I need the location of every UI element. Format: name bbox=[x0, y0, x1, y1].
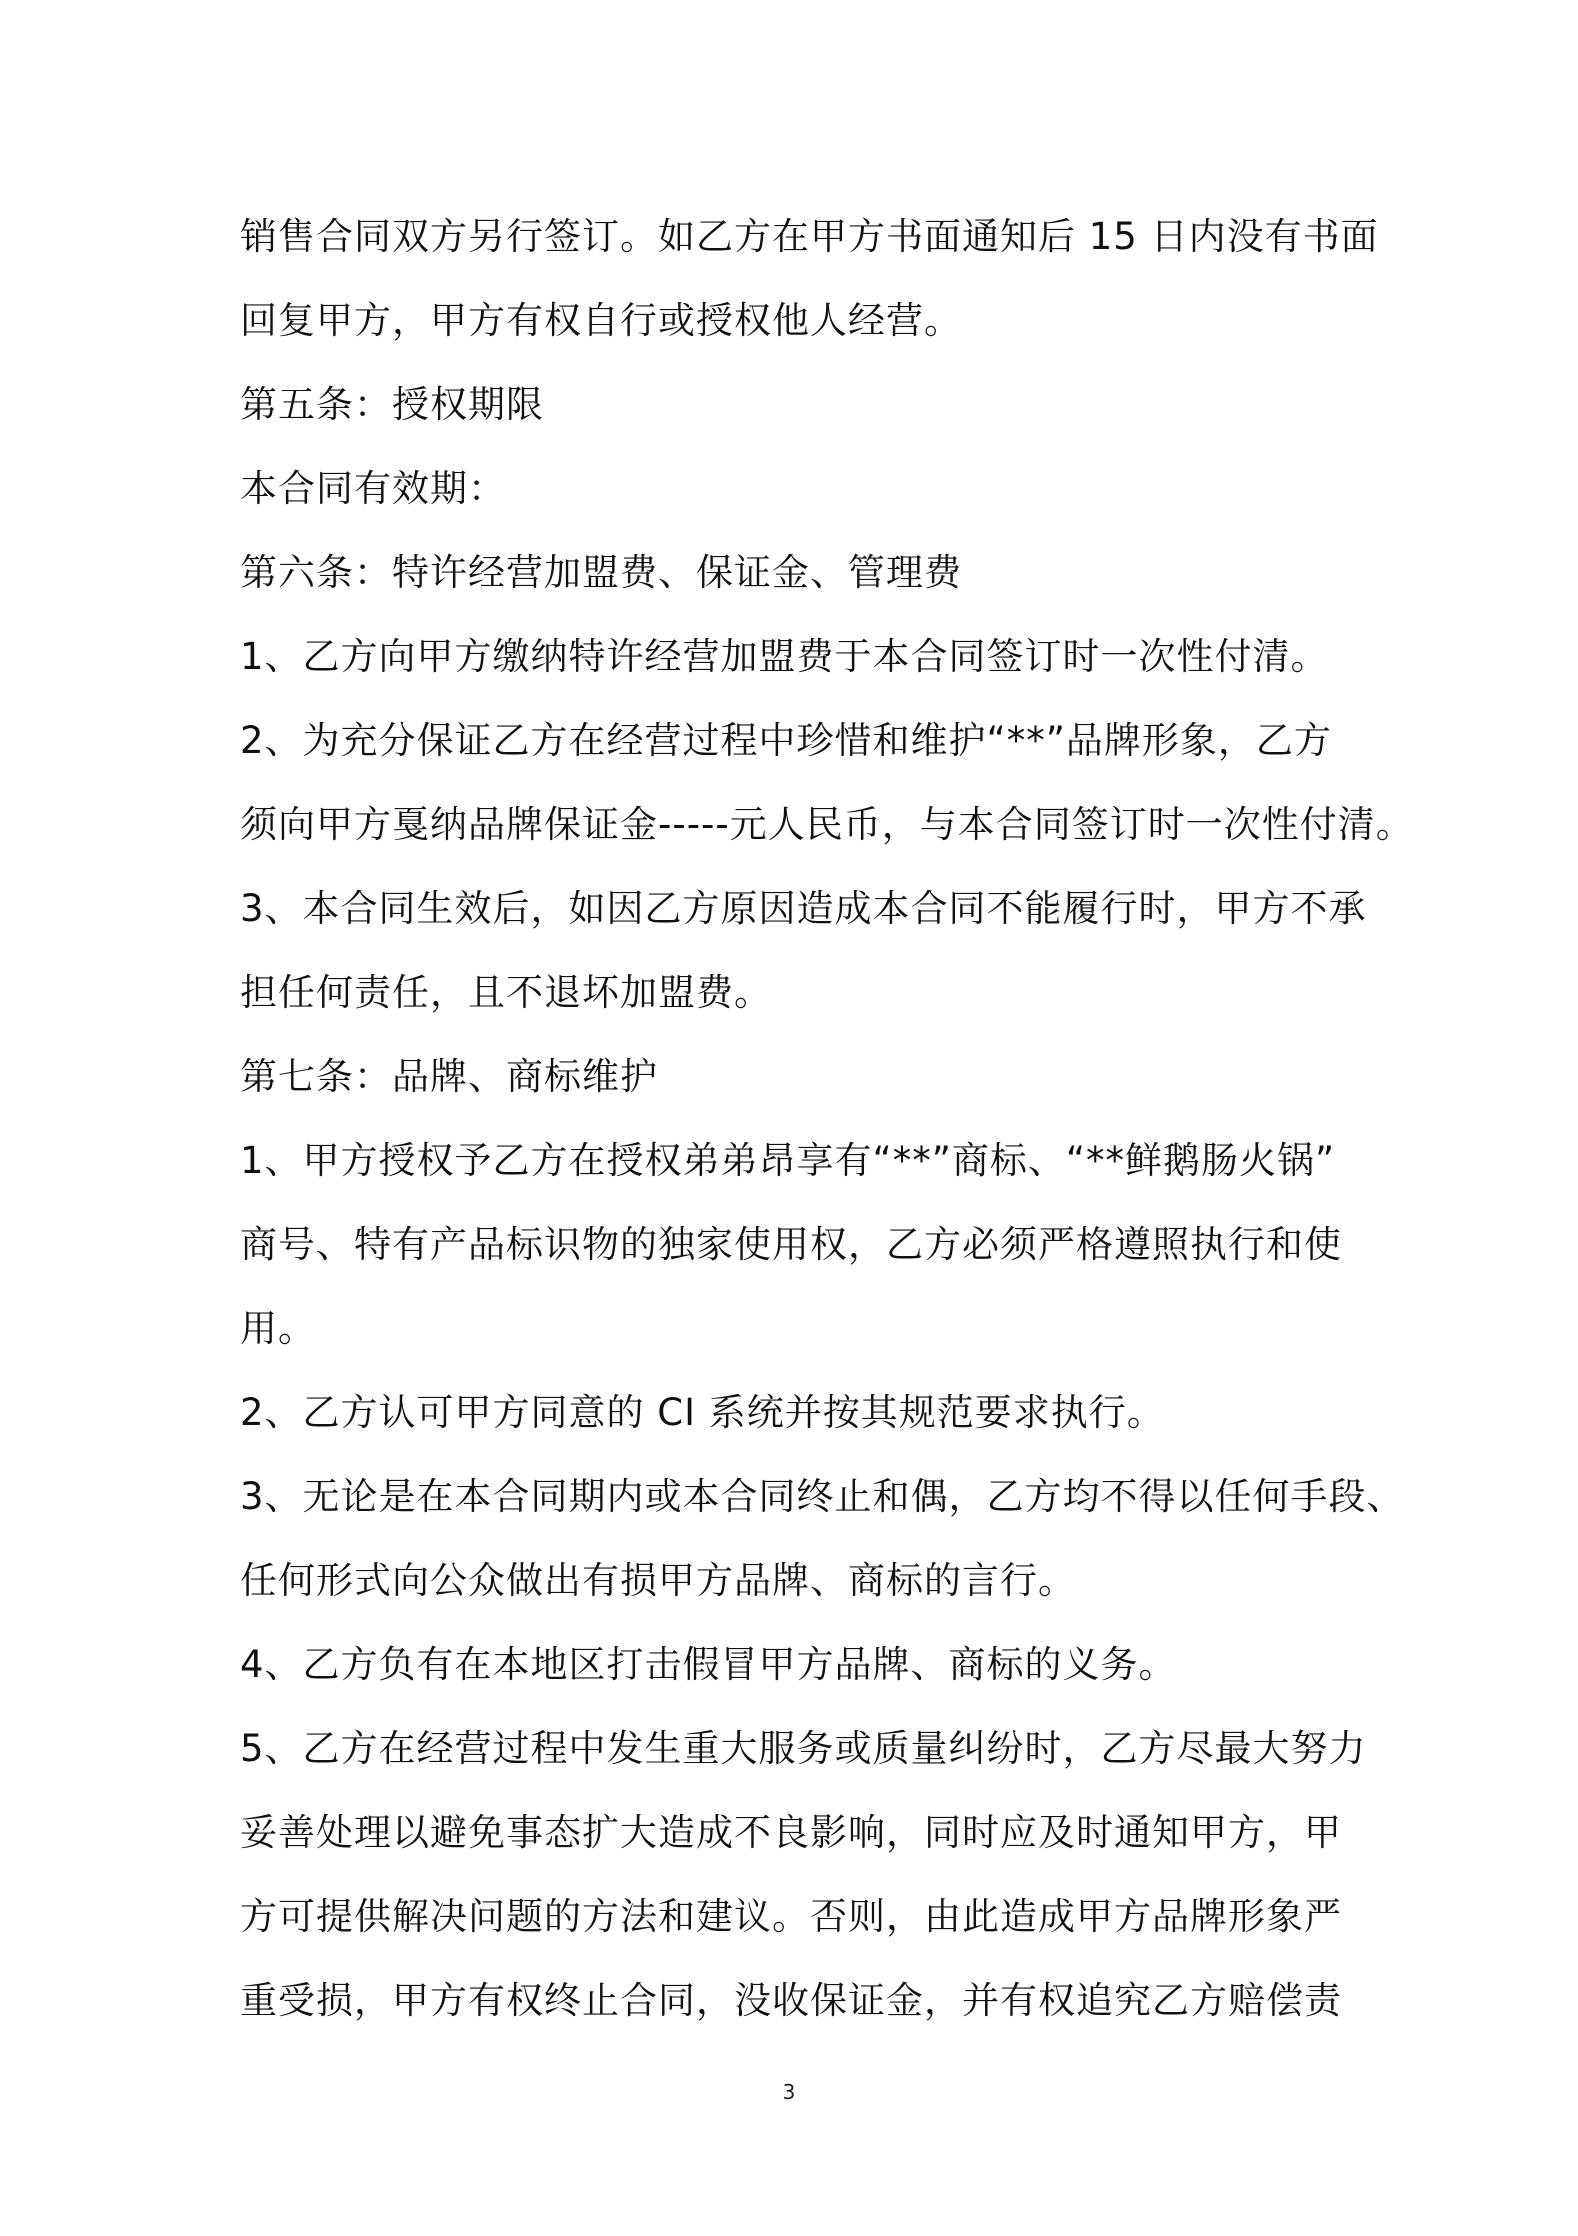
text-line: 任何形式向公众做出有损甲方品牌、商标的言行。 bbox=[240, 1559, 1076, 1602]
section-heading: 第七条：品牌、商标维护 bbox=[240, 1055, 658, 1098]
text-line: 商号、特有产品标识物的独家使用权，乙方必须严格遵照执行和使 bbox=[240, 1223, 1342, 1266]
section-heading: 第六条：特许经营加盟费、保证金、管理费 bbox=[240, 551, 962, 594]
section-heading: 第五条：授权期限 bbox=[240, 383, 544, 426]
page-number: 3 bbox=[782, 2080, 796, 2104]
text-line: 本合同有效期： bbox=[240, 467, 506, 510]
text-line: 重受损，甲方有权终止合同，没收保证金，并有权追究乙方赔偿责 bbox=[240, 1979, 1342, 2022]
text-line: 回复甲方，甲方有权自行或授权他人经营。 bbox=[240, 299, 962, 342]
text-line: 2、为充分保证乙方在经营过程中珍惜和维护“**”品牌形象，乙方 bbox=[240, 719, 1332, 762]
text-line: 5、乙方在经营过程中发生重大服务或质量纠纷时，乙方尽最大努力 bbox=[240, 1727, 1367, 1770]
text-line: 须向甲方戛纳品牌保证金-----元人民币，与本合同签订时一次性付清。 bbox=[240, 803, 1414, 846]
text-line: 3、本合同生效后，如因乙方原因造成本合同不能履行时，甲方不承 bbox=[240, 887, 1367, 930]
text-line: 2、乙方认可甲方同意的 CI 系统并按其规范要求执行。 bbox=[240, 1391, 1165, 1434]
text-line: 妥善处理以避免事态扩大造成不良影响，同时应及时通知甲方，甲 bbox=[240, 1811, 1342, 1854]
text-line: 销售合同双方另行签订。如乙方在甲方书面通知后 15 日内没有书面 bbox=[240, 215, 1379, 258]
text-line: 用。 bbox=[240, 1307, 316, 1350]
text-line: 1、甲方授权予乙方在授权弟弟昂享有“**”商标、“**鲜鹅肠火锅” bbox=[240, 1139, 1336, 1182]
text-line: 1、乙方向甲方缴纳特许经营加盟费于本合同签订时一次性付清。 bbox=[240, 635, 1329, 678]
text-line: 3、无论是在本合同期内或本合同终止和偶，乙方均不得以任何手段、 bbox=[240, 1475, 1405, 1518]
text-line: 方可提供解决问题的方法和建议。否则，由此造成甲方品牌形象严 bbox=[240, 1895, 1342, 1938]
document-body bbox=[240, 195, 1414, 2043]
text-line: 担任何责任，且不退坏加盟费。 bbox=[240, 971, 772, 1014]
text-line: 4、乙方负有在本地区打击假冒甲方品牌、商标的义务。 bbox=[240, 1643, 1177, 1686]
